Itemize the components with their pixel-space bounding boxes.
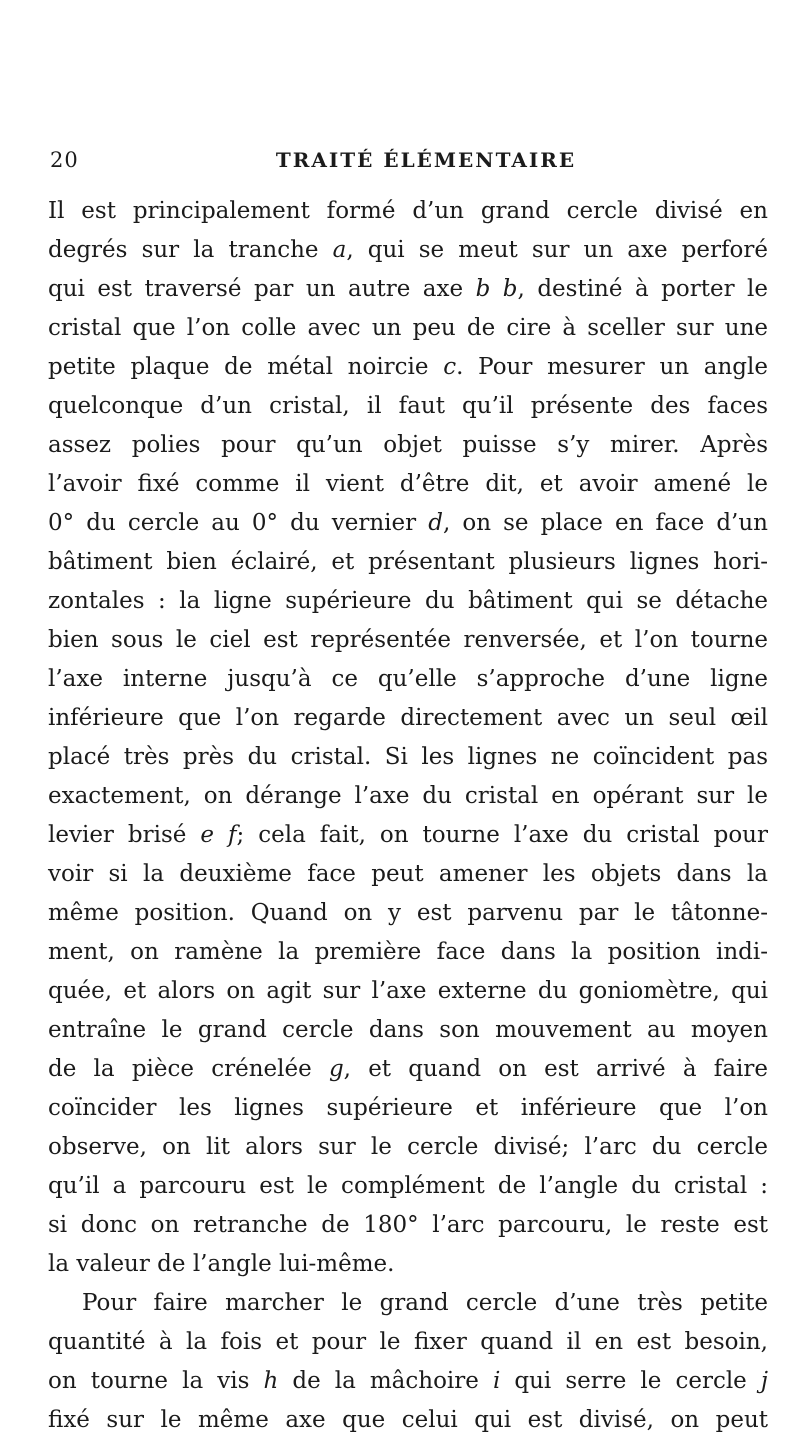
page-header	[0, 148, 801, 178]
text-line: entraîne le grand cercle dans son mouvement au moyen	[48, 1017, 768, 1043]
text-line: bien sous le ciel est représentée renversée, et l’on tourne	[48, 627, 768, 653]
text-line: qui est traversé par un autre axe b b, destiné à porter le	[48, 276, 769, 302]
text-line: Il est principalement formé d’un grand cercle divisé en	[48, 198, 768, 224]
text-line: fixé sur le même axe que celui qui est divisé, on peut	[48, 1407, 768, 1433]
page-number: 20	[50, 148, 79, 172]
text-line: cristal que l’on colle avec un peu de cire à sceller sur une	[48, 315, 768, 341]
text-line: assez polies pour qu’un objet puisse s’y mirer. Après	[48, 432, 768, 458]
text-line: inférieure que l’on regarde directement avec un seul œil	[48, 705, 768, 731]
text-line: qu’il a parcouru est le complément de l’angle du cristal :	[48, 1173, 768, 1199]
running-title: TRAITÉ ÉLÉMENTAIRE	[275, 148, 577, 172]
text-line: 0° du cercle au 0° du vernier d, on se place en face d’un	[48, 510, 768, 536]
text-line: bâtiment bien éclairé, et présentant plusieurs lignes hori-	[48, 549, 768, 575]
text-line: coïncider les lignes supérieure et inférieure que l’on	[48, 1095, 768, 1121]
text-line: observe, on lit alors sur le cercle divisé; l’arc du cercle	[48, 1134, 768, 1160]
text-line: voir si la deuxième face peut amener les objets dans la	[48, 861, 768, 887]
text-line: Pour faire marcher le grand cercle d’une très petite	[82, 1290, 768, 1316]
body-text	[48, 192, 768, 1440]
text-line: levier brisé e f; cela fait, on tourne l’axe du cristal pour	[48, 822, 768, 848]
text-line: degrés sur la tranche a, qui se meut sur un axe perforé	[48, 237, 768, 263]
text-line: si donc on retranche de 180° l’arc parcouru, le reste est	[48, 1212, 768, 1238]
text-line: quelconque d’un cristal, il faut qu’il présente des faces	[48, 393, 768, 419]
text-line: exactement, on dérange l’axe du cristal en opérant sur le	[48, 783, 768, 809]
text-line: placé très près du cristal. Si les lignes ne coïncident pas	[48, 744, 768, 770]
text-line: quantité à la fois et pour le fixer quand il en est besoin,	[48, 1329, 768, 1355]
text-line: petite plaque de métal noircie c. Pour mesurer un angle	[48, 354, 768, 380]
text-line: même position. Quand on y est parvenu par le tâtonne-	[48, 900, 768, 926]
text-line: zontales : la ligne supérieure du bâtiment qui se détache	[48, 588, 768, 614]
text-line: l’avoir fixé comme il vient d’être dit, et avoir amené le	[48, 471, 768, 497]
text-line: de la pièce crénelée g, et quand on est arrivé à faire	[48, 1056, 768, 1082]
text-line: la valeur de l’angle lui-même.	[48, 1251, 395, 1277]
text-line: quée, et alors on agit sur l’axe externe du goniomètre, qui	[48, 978, 768, 1004]
text-line: l’axe interne jusqu’à ce qu’elle s’approche d’une ligne	[48, 666, 768, 692]
text-line: on tourne la vis h de la mâchoire i qui serre le cercle j	[48, 1368, 768, 1394]
text-line: ment, on ramène la première face dans la position indi-	[48, 939, 768, 965]
